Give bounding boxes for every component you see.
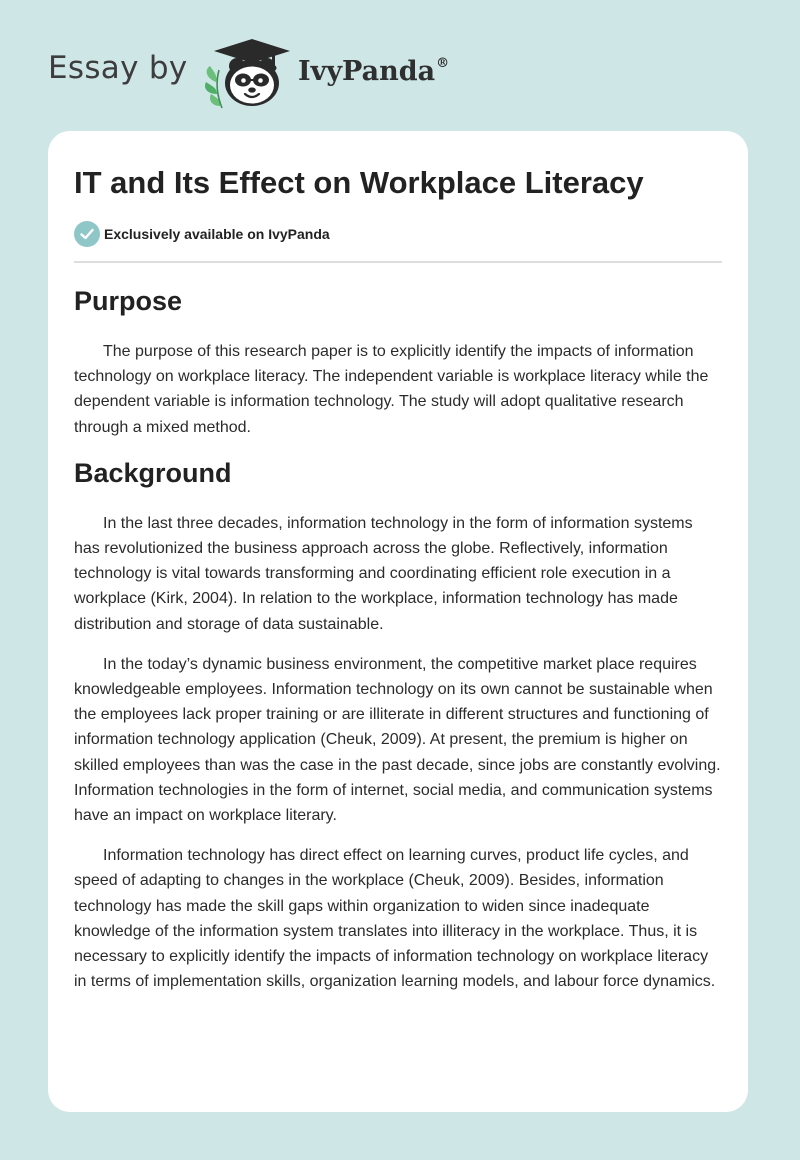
paragraph: In the today’s dynamic business environment, the competitive market place requires knowledgeable employees. Information technology on its own cannot be sustainable when the employees lack proper training or are illiterate in different structures and functioning of information technology application (Cheuk, 2009). At present, the premium is higher on skilled employees than was the case in the past decade, since jobs are constantly evolving. Information technologies in the form of internet, social media, and communication systems have an impact on workplace literary. <box>74 655 721 825</box>
essay-content <box>74 283 722 1009</box>
title-divider <box>74 261 722 263</box>
site-header <box>48 36 488 116</box>
panda-graduate-logo-icon[interactable] <box>200 36 300 110</box>
paragraph: In the last three decades, information technology in the form of information systems has revolutionized the business approach across the globe. Reflectively, information technology is vital towards transforming and coordinating efficient role execution in a workplace (Kirk, 2004). In relation to the workplace, information technology has made distribution and storage of data sustainable. <box>74 514 693 633</box>
paragraph: Information technology has direct effect on learning curves, product life cycles, and speed of adapting to changes in the workplace (Cheuk, 2009). Besides, information technology has made the skill gaps within organization to widen since inadequate knowledge of the information system translates into illiteracy in the workplace. Thus, it is necessary to explicitly identify the impacts of information technology on workplace literacy in terms of implementation skills, organization learning models, and labour force dynamics. <box>74 847 716 991</box>
section-background <box>74 455 722 995</box>
registered-mark: ® <box>436 56 450 71</box>
section-purpose <box>74 283 722 440</box>
exclusive-badge <box>74 221 330 247</box>
section-heading-purpose: Purpose <box>74 286 183 316</box>
exclusive-label: Exclusively available on IvyPanda <box>104 226 330 242</box>
essay-by-label: Essay by <box>48 50 188 86</box>
essay-card <box>48 131 748 1112</box>
paragraph: The purpose of this research paper is to explicitly identify the impacts of information technology on workplace literacy. The independent variable is workplace literacy while the dependent variable is information technology. The study will adopt qualitative research through a mixed method. <box>74 343 709 436</box>
section-heading-background: Background <box>74 457 232 488</box>
page-title: IT and Its Effect on Workplace Literacy <box>74 165 644 200</box>
brand-name[interactable]: IvyPanda® <box>298 56 450 87</box>
check-icon <box>74 221 100 247</box>
